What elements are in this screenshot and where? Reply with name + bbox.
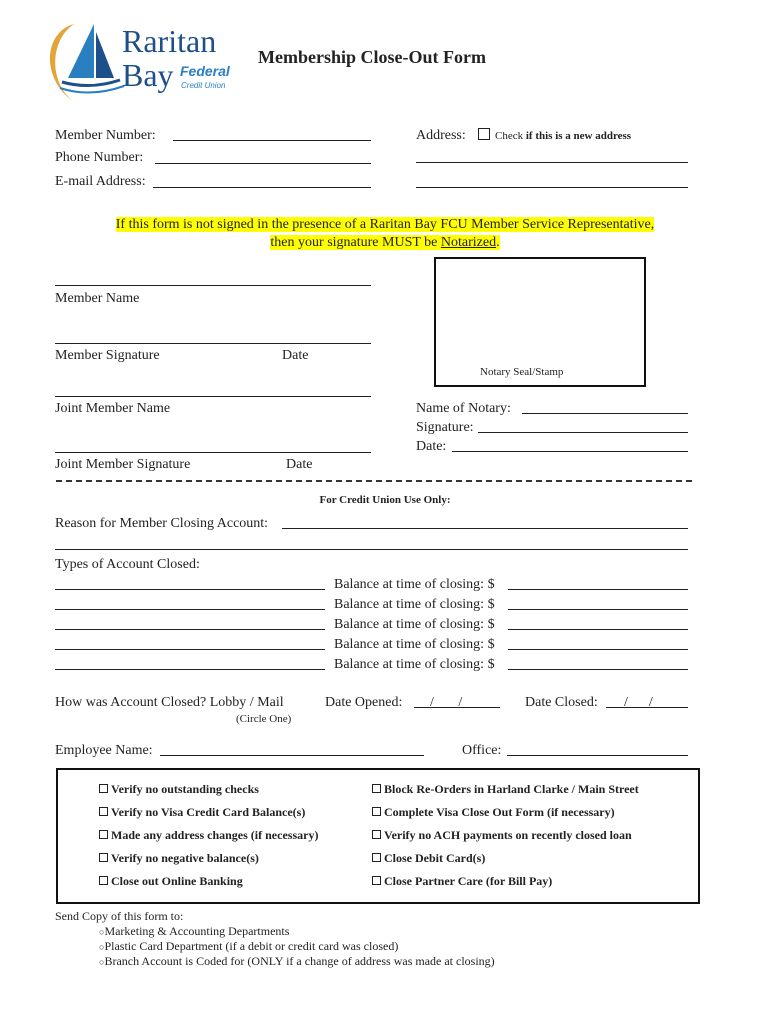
- joint-name-line[interactable]: [55, 396, 371, 397]
- member-number-label: Member Number:: [55, 128, 156, 143]
- checklist-item-label: Verify no negative balance(s): [111, 851, 259, 865]
- checklist-item-label: Close Partner Care (for Bill Pay): [384, 874, 553, 888]
- checklist-item: [372, 782, 639, 797]
- send-copy-item-label: Marketing & Accounting Departments: [104, 924, 290, 938]
- account-type-field[interactable]: [55, 649, 325, 650]
- balance-label: Balance at time of closing: $: [334, 597, 495, 612]
- checklist-item-label: Close out Online Banking: [111, 874, 243, 888]
- checklist-item: [99, 874, 243, 889]
- member-date-label: Date: [282, 348, 309, 363]
- new-address-checkbox[interactable]: [478, 128, 490, 140]
- logo-line2: Bay: [122, 57, 174, 93]
- address-line-2[interactable]: [416, 187, 688, 188]
- notary-seal-label: Notary Seal/Stamp: [480, 366, 564, 378]
- checklist-item: [372, 874, 552, 889]
- checklist-checkbox[interactable]: [372, 807, 381, 816]
- member-signature-line[interactable]: [55, 343, 371, 344]
- checklist-item-label: Verify no outstanding checks: [111, 782, 259, 796]
- member-number-field[interactable]: [173, 140, 371, 141]
- joint-signature-line[interactable]: [55, 452, 371, 453]
- checklist-item: [372, 805, 615, 820]
- checklist-item: [372, 851, 485, 866]
- joint-name-label: Joint Member Name: [55, 401, 171, 416]
- joint-date-label: Date: [286, 457, 313, 472]
- email-field[interactable]: [153, 187, 371, 188]
- account-type-field[interactable]: [55, 609, 325, 610]
- account-type-field[interactable]: [55, 629, 325, 630]
- sail-icon: [68, 24, 94, 78]
- reason-field-line2[interactable]: [55, 549, 688, 550]
- joint-signature-label: Joint Member Signature: [55, 457, 191, 472]
- checklist-item-label: Block Re-Orders in Harland Clarke / Main Street: [384, 782, 639, 796]
- cut-line-divider: [56, 480, 692, 482]
- checklist-item-label: Verify no Visa Credit Card Balance(s): [111, 805, 306, 819]
- notarize-notice-line2: then your signature MUST be Notarized.: [270, 235, 500, 250]
- checklist-item-label: Made any address changes (if necessary): [111, 828, 319, 842]
- email-label: E-mail Address:: [55, 174, 146, 189]
- balance-field[interactable]: [508, 669, 688, 670]
- notary-signature-field[interactable]: [478, 432, 688, 433]
- send-copy-item-label: Branch Account is Coded for (ONLY if a change of address was made at closing): [104, 954, 495, 968]
- office-field[interactable]: [507, 755, 688, 756]
- circle-bullet-icon: ○: [99, 957, 105, 967]
- checklist-item-label: Complete Visa Close Out Form (if necessary): [384, 805, 615, 819]
- raritan-bay-logo: [34, 18, 244, 106]
- checklist-item: [99, 851, 259, 866]
- checklist-checkbox[interactable]: [99, 853, 108, 862]
- date-opened-slashes: / /: [430, 695, 463, 710]
- checklist-checkbox[interactable]: [372, 876, 381, 885]
- page-title: Membership Close-Out Form: [258, 47, 486, 67]
- date-closed-label: Date Closed:: [525, 695, 598, 710]
- member-signature-label: Member Signature: [55, 348, 160, 363]
- send-copy-item: [99, 939, 398, 954]
- circle-one-note: (Circle One): [236, 713, 292, 725]
- account-type-field[interactable]: [55, 589, 325, 590]
- checklist-item: [99, 828, 318, 843]
- balance-field[interactable]: [508, 629, 688, 630]
- send-copy-item: [99, 924, 289, 939]
- address-line-1[interactable]: [416, 162, 688, 163]
- checklist-checkbox[interactable]: [99, 830, 108, 839]
- balance-label: Balance at time of closing: $: [334, 637, 495, 652]
- checklist-checkbox[interactable]: [372, 830, 381, 839]
- date-closed-slashes: / /: [624, 695, 653, 710]
- employee-label: Employee Name:: [55, 743, 153, 758]
- checklist-item: [99, 782, 259, 797]
- employee-field[interactable]: [160, 755, 424, 756]
- phone-number-label: Phone Number:: [55, 150, 144, 165]
- phone-number-field[interactable]: [155, 163, 371, 164]
- checklist-checkbox[interactable]: [372, 784, 381, 793]
- balance-label: Balance at time of closing: $: [334, 577, 495, 592]
- logo-federal: Federal: [180, 63, 230, 79]
- checklist-item: [99, 805, 305, 820]
- logo-line1: Raritan: [122, 23, 217, 59]
- balance-field[interactable]: [508, 589, 688, 590]
- balance-field[interactable]: [508, 609, 688, 610]
- checklist-item-label: Verify no ACH payments on recently closed loan: [384, 828, 632, 842]
- notary-name-label: Name of Notary:: [416, 401, 511, 416]
- balance-label: Balance at time of closing: $: [334, 617, 495, 632]
- notary-date-label: Date:: [416, 439, 447, 454]
- balance-label: Balance at time of closing: $: [334, 657, 495, 672]
- checklist-checkbox[interactable]: [99, 807, 108, 816]
- notary-date-field[interactable]: [452, 451, 688, 452]
- address-label: Address:: [416, 128, 466, 143]
- checklist-checkbox[interactable]: [99, 876, 108, 885]
- circle-bullet-icon: ○: [99, 942, 105, 952]
- account-type-field[interactable]: [55, 669, 325, 670]
- send-copy-item-label: Plastic Card Department (if a debit or credit card was closed): [104, 939, 399, 953]
- send-copy-label: Send Copy of this form to:: [55, 909, 184, 923]
- types-closed-label: Types of Account Closed:: [55, 557, 200, 572]
- reason-label: Reason for Member Closing Account:: [55, 516, 269, 531]
- notarize-notice-line1: If this form is not signed in the presence of a Raritan Bay FCU Member Service Representative,: [115, 217, 655, 232]
- notary-signature-label: Signature:: [416, 420, 474, 435]
- balance-field[interactable]: [508, 649, 688, 650]
- checklist-item-label: Close Debit Card(s): [384, 851, 486, 865]
- checklist-item: [372, 828, 632, 843]
- how-closed-label: How was Account Closed? Lobby / Mail: [55, 695, 284, 710]
- member-name-label: Member Name: [55, 291, 140, 306]
- date-opened-label: Date Opened:: [325, 695, 403, 710]
- notary-name-field[interactable]: [522, 413, 688, 414]
- checklist-checkbox[interactable]: [372, 853, 381, 862]
- circle-bullet-icon: ○: [99, 927, 105, 937]
- send-copy-item: [99, 954, 495, 969]
- checklist-checkbox[interactable]: [99, 784, 108, 793]
- logo-credit-union: Credit Union: [181, 81, 226, 90]
- cu-use-heading: For Credit Union Use Only:: [319, 494, 451, 506]
- reason-field[interactable]: [282, 528, 688, 529]
- member-name-line[interactable]: [55, 285, 371, 286]
- new-address-option: Check if this is a new address: [478, 128, 631, 142]
- office-label: Office:: [462, 743, 502, 758]
